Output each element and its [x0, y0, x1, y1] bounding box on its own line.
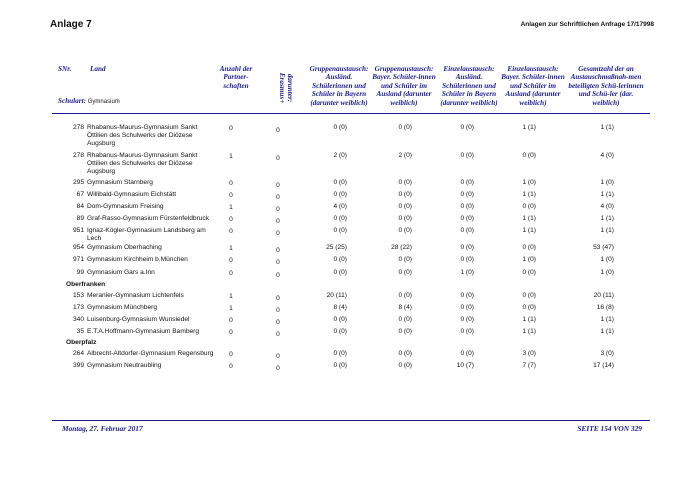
single-foreign-value: 0 (0) [460, 203, 474, 210]
school-number: 971 [72, 256, 84, 263]
total-value: 17 (14) [593, 362, 614, 369]
single-bavarian-value: 0 (0) [522, 304, 536, 311]
header-group-foreign: Gruppenaustausch: Ausländ. Schülerinnen und Schüler in Bayern (darunter weiblich) [309, 65, 369, 107]
partnerships-count: 1 [229, 204, 233, 211]
single-foreign-value: 0 (0) [460, 244, 474, 251]
group-foreign-value: 0 (0) [333, 191, 347, 198]
table-row [0, 179, 700, 189]
single-foreign-value: 0 (0) [460, 215, 474, 222]
total-value: 20 (11) [593, 292, 614, 299]
group-foreign-value: 0 (0) [333, 328, 347, 335]
total-value: 1 (0) [600, 269, 614, 276]
header-single-bavarian: Einzelaustausch: Bayer. Schüler-innen und Schüler im Ausland (darunter weiblich) [501, 65, 565, 107]
group-foreign-value: 0 (0) [333, 124, 347, 131]
group-foreign-value: 0 (0) [333, 269, 347, 276]
table-row [0, 269, 700, 279]
partnerships-count: 0 [229, 216, 233, 223]
erasmus-count: 0 [276, 206, 280, 213]
erasmus-count: 0 [276, 194, 280, 201]
school-number: 340 [72, 316, 84, 323]
school-number: 84 [76, 203, 84, 210]
single-bavarian-value: 0 (0) [522, 203, 536, 210]
erasmus-count: 0 [276, 319, 280, 326]
school-name: Albrecht-Altdorfer-Gymnasium Regensburg [87, 350, 214, 357]
school-number: 954 [72, 244, 84, 251]
group-foreign-value: 0 (0) [333, 227, 347, 234]
single-foreign-value: 0 (0) [460, 179, 474, 186]
school-number: 278 [72, 152, 84, 159]
group-heading: Oberfranken [66, 281, 106, 288]
school-name: Gymnasium Gars a.Inn [87, 269, 155, 276]
single-foreign-value: 0 (0) [460, 124, 474, 131]
single-foreign-value: 0 (0) [460, 152, 474, 159]
partnerships-count: 1 [229, 305, 233, 312]
group-bavarian-value: 28 (22) [391, 244, 412, 251]
schulart-label: Schulart: [58, 97, 86, 105]
school-number: 278 [72, 124, 84, 131]
single-bavarian-value: 1 (1) [522, 191, 536, 198]
table-row [0, 152, 700, 175]
school-name: Rhabanus-Maurus-Gymnasium Sankt Ottilien des Schulwerks der Diözese Augsburg [87, 152, 198, 175]
single-bavarian-value: 1 (1) [522, 328, 536, 335]
total-value: 16 (8) [596, 304, 614, 311]
group-bavarian-value: 0 (0) [398, 179, 412, 186]
erasmus-count: 0 [276, 127, 280, 134]
erasmus-count: 0 [276, 331, 280, 338]
single-foreign-value: 0 (0) [460, 292, 474, 299]
single-bavarian-value: 7 (7) [522, 362, 536, 369]
table-row [0, 362, 700, 372]
group-bavarian-value: 0 (0) [398, 292, 412, 299]
header-divider [52, 113, 650, 114]
school-name: Willibald-Gymnasium Eichstätt [87, 191, 177, 198]
school-number: 264 [72, 350, 84, 357]
group-bavarian-value: 0 (0) [398, 215, 412, 222]
document-reference: Anlagen zur Schriftlichen Anfrage 17/17998 [520, 21, 654, 28]
single-bavarian-value: 0 (0) [522, 269, 536, 276]
single-bavarian-value: 3 (0) [522, 350, 536, 357]
table-row [0, 316, 700, 326]
erasmus-count: 0 [276, 155, 280, 162]
group-foreign-value: 0 (0) [333, 362, 347, 369]
header-schulart [58, 97, 120, 106]
total-value: 1 (1) [600, 215, 614, 222]
erasmus-count: 0 [276, 230, 280, 237]
group-bavarian-value: 0 (0) [398, 227, 412, 234]
erasmus-count: 0 [276, 365, 280, 372]
single-bavarian-value: 1 (0) [522, 179, 536, 186]
single-bavarian-value: 1 (1) [522, 124, 536, 131]
erasmus-count: 0 [276, 307, 280, 314]
footer-date: Montag, 27. Februar 2017 [62, 424, 143, 433]
group-bavarian-value: 0 (0) [398, 350, 412, 357]
single-bavarian-value: 0 (0) [522, 244, 536, 251]
schulart-value: Gymnasium [87, 99, 120, 105]
partnerships-count: 0 [229, 329, 233, 336]
header-single-foreign: Einzelaustausch: Ausländ. Schülerinnen und Schüler in Bayern (darunter weiblich) [440, 65, 498, 107]
partnerships-count: 0 [229, 351, 233, 358]
table-row [0, 328, 700, 338]
single-foreign-value: 10 (7) [456, 362, 474, 369]
partnerships-count: 0 [229, 257, 233, 264]
total-value: 4 (0) [600, 203, 614, 210]
table-row [0, 124, 700, 147]
partnerships-count: 1 [229, 293, 233, 300]
erasmus-count: 0 [276, 218, 280, 225]
single-foreign-value: 0 (0) [460, 304, 474, 311]
single-foreign-value: 1 (0) [460, 269, 474, 276]
total-value: 1 (1) [600, 328, 614, 335]
school-name: Gymnasium Kirchheim b.München [87, 256, 188, 263]
erasmus-count: 0 [276, 272, 280, 279]
partnerships-count: 0 [229, 192, 233, 199]
school-name: Dom-Gymnasium Freising [87, 203, 164, 210]
group-heading: Oberpfalz [66, 339, 97, 346]
school-number: 951 [72, 227, 84, 234]
table-row [0, 304, 700, 314]
total-value: 1 (1) [600, 124, 614, 131]
school-number: 295 [72, 179, 84, 186]
group-foreign-value: 2 (0) [333, 152, 347, 159]
single-bavarian-value: 1 (1) [522, 227, 536, 234]
partnerships-count: 1 [229, 245, 233, 252]
school-name: Ignaz-Kögler-Gymnasium Landsberg am Lech [87, 227, 206, 242]
single-foreign-value: 0 (0) [460, 316, 474, 323]
header-anzahl: Anzahl der Partner-schaften [219, 65, 253, 90]
partnerships-count: 0 [229, 363, 233, 370]
header-total: Gesamtzahl der an Austauschmaßnah-men beteiligten Schü-lerinnen und Schü-ler (dar. weiblich) [568, 65, 644, 107]
group-foreign-value: 0 (0) [333, 350, 347, 357]
group-foreign-value: 20 (11) [326, 292, 347, 299]
table-row [0, 215, 700, 225]
group-foreign-value: 8 (4) [333, 304, 347, 311]
group-bavarian-value: 0 (0) [398, 362, 412, 369]
table-row [0, 244, 700, 254]
single-foreign-value: 0 (0) [460, 328, 474, 335]
group-foreign-value: 25 (25) [326, 244, 347, 251]
group-foreign-value: 4 (0) [333, 203, 347, 210]
single-bavarian-value: 1 (1) [522, 316, 536, 323]
annex-title: Anlage 7 [50, 19, 92, 30]
school-number: 173 [72, 304, 84, 311]
group-bavarian-value: 0 (0) [398, 203, 412, 210]
table-row [0, 256, 700, 266]
total-value: 4 (0) [600, 152, 614, 159]
school-number: 89 [76, 215, 84, 222]
group-bavarian-value: 0 (0) [398, 256, 412, 263]
group-bavarian-value: 0 (0) [398, 316, 412, 323]
single-bavarian-value: 1 (0) [522, 256, 536, 263]
footer-divider [52, 420, 650, 421]
group-bavarian-value: 0 (0) [398, 124, 412, 131]
school-name: Gymnasium Münchberg [87, 304, 157, 311]
group-foreign-value: 0 (0) [333, 215, 347, 222]
partnerships-count: 0 [229, 228, 233, 235]
erasmus-count: 0 [276, 247, 280, 254]
group-bavarian-value: 0 (0) [398, 191, 412, 198]
partnerships-count: 1 [229, 153, 233, 160]
group-foreign-value: 0 (0) [333, 179, 347, 186]
single-foreign-value: 0 (0) [460, 350, 474, 357]
total-value: 1 (0) [600, 179, 614, 186]
school-name: Gymnasium Neutraubling [87, 362, 162, 369]
single-bavarian-value: 1 (1) [522, 215, 536, 222]
group-bavarian-value: 8 (4) [398, 304, 412, 311]
school-name: Graf-Rasso-Gymnasium Fürstenfeldbruck [87, 215, 210, 222]
total-value: 1 (1) [600, 191, 614, 198]
group-foreign-value: 0 (0) [333, 316, 347, 323]
header-snr: SNr. [58, 65, 72, 73]
partnerships-count: 0 [229, 317, 233, 324]
total-value: 1 (0) [600, 256, 614, 263]
table-row [0, 350, 700, 360]
school-name: Luisenburg-Gymnasium Wunsiedel [87, 316, 190, 323]
single-foreign-value: 0 (0) [460, 191, 474, 198]
single-bavarian-value: 0 (0) [522, 152, 536, 159]
school-number: 35 [76, 328, 84, 335]
group-bavarian-value: 2 (0) [398, 152, 412, 159]
single-bavarian-value: 0 (0) [522, 292, 536, 299]
school-name: Rhabanus-Maurus-Gymnasium Sankt Ottilien des Schulwerks der Diözese Augsburg [87, 124, 198, 147]
school-number: 67 [76, 191, 84, 198]
group-foreign-value: 0 (0) [333, 256, 347, 263]
single-foreign-value: 0 (0) [460, 227, 474, 234]
school-name: E.T.A.Hoffmann-Gymnasium Bamberg [87, 328, 200, 335]
partnerships-count: 0 [229, 125, 233, 132]
total-value: 53 (47) [593, 244, 614, 251]
erasmus-count: 0 [276, 182, 280, 189]
school-name: Gymnasium Starnberg [87, 179, 153, 186]
erasmus-count: 0 [276, 259, 280, 266]
erasmus-count: 0 [276, 353, 280, 360]
table-row [0, 227, 700, 242]
school-number: 399 [72, 362, 84, 369]
total-value: 1 (1) [600, 227, 614, 234]
footer-page: SEITE 154 VON 329 [577, 424, 642, 433]
table-row [0, 191, 700, 201]
header-land: Land [90, 65, 106, 73]
partnerships-count: 0 [229, 180, 233, 187]
header-group-bavarian: Gruppenaustausch: Bayer. Schüler-innen und Schüler im Ausland (darunter weiblich) [372, 65, 436, 107]
school-number: 99 [76, 269, 84, 276]
total-value: 3 (0) [600, 350, 614, 357]
table-row [0, 292, 700, 302]
school-name: Meranier-Gymnasium Lichtenfels [87, 292, 184, 299]
header-erasmus: darunter: Erasmus+ [278, 72, 294, 104]
table-row [0, 203, 700, 213]
group-bavarian-value: 0 (0) [398, 328, 412, 335]
total-value: 1 (1) [600, 316, 614, 323]
erasmus-count: 0 [276, 295, 280, 302]
group-bavarian-value: 0 (0) [398, 269, 412, 276]
school-number: 153 [72, 292, 84, 299]
school-name: Gymnasium Oberhaching [87, 244, 162, 251]
single-foreign-value: 0 (0) [460, 256, 474, 263]
partnerships-count: 0 [229, 270, 233, 277]
